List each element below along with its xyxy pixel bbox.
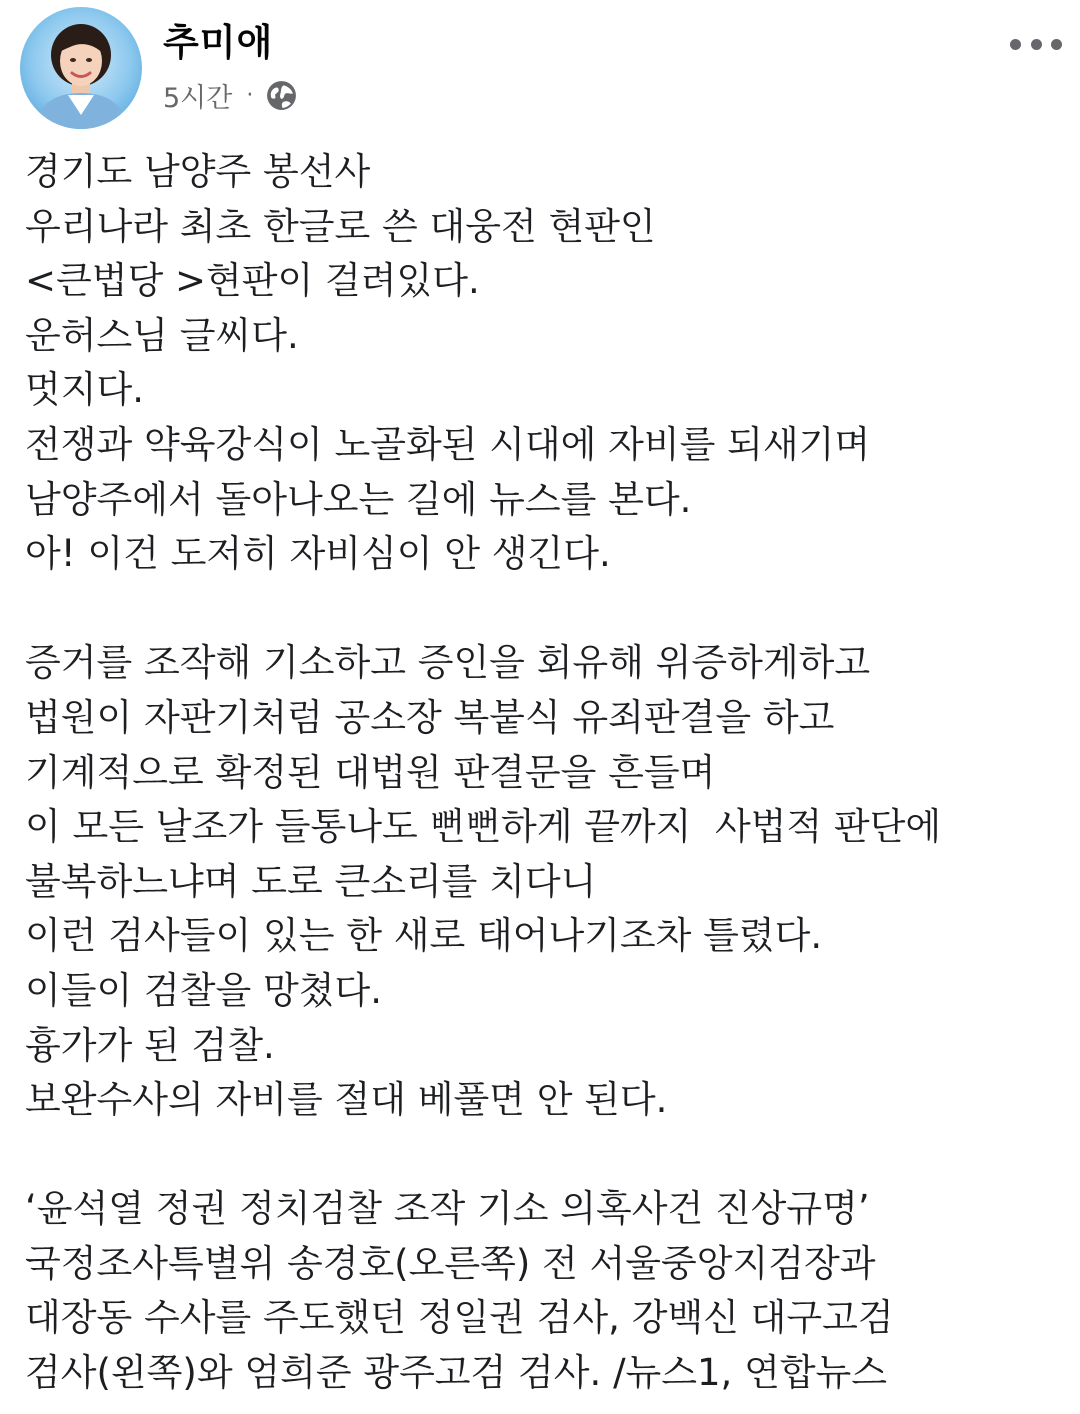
more-options-button[interactable] [1006, 24, 1066, 64]
post-meta [163, 75, 298, 115]
post-text-line: 멋지다. [25, 368, 144, 412]
post-text-line: 이 모든 날조가 들통나도 뻔뻔하게 끝까지 사법적 판단에 [25, 805, 942, 849]
post-text-line: 증거를 조작해 기소하고 증인을 회유해 위증하게하고 [25, 641, 871, 685]
post-text-line: 남양주에서 돌아나오는 길에 뉴스를 본다. [25, 477, 692, 521]
paragraph-break [25, 582, 1065, 637]
meta-separator: · [246, 82, 254, 108]
paragraph-break [25, 1128, 1065, 1183]
post-text-line: 우리나라 최초 한글로 쓴 대웅전 현판인 [25, 204, 656, 248]
post-text-line: 대장동 수사를 주도했던 정일권 검사, 강백신 대구고검 [25, 1296, 894, 1340]
post-text-line: 이들이 검찰을 망쳤다. [25, 968, 382, 1012]
post-text-line: 아! 이건 도저히 자비심이 안 생긴다. [25, 532, 611, 576]
post-text [25, 145, 1065, 1401]
post-text-line: 이런 검사들이 있는 한 새로 태어나기조차 틀렸다. [25, 914, 823, 958]
post-text-line: 법원이 자판기처럼 공소장 복붙식 유죄판결을 하고 [25, 695, 835, 739]
more-options-icon-dot [1031, 39, 1042, 50]
more-options-icon [1010, 39, 1021, 50]
post-text-line: 경기도 남양주 봉선사 [25, 150, 371, 193]
globe-icon [265, 79, 298, 112]
post-text-line: 흉가가 된 검찰. [25, 1023, 275, 1067]
post-text-line: ‘윤석열 정권 정치검찰 조작 기소 의혹사건 진상규명’ [25, 1187, 870, 1231]
post-text-line: 기계적으로 확정된 대법원 판결문을 흔들며 [25, 750, 716, 794]
post-text-line: <큰법당 >현판이 걸려있다. [25, 259, 480, 303]
post-text-line: 국정조사특별위 송경호(오른쪽) 전 서울중앙지검장과 [25, 1241, 876, 1285]
more-options-icon-dot [1051, 39, 1062, 50]
post-text-line: 전쟁과 약육강식이 노골화된 시대에 자비를 되새기며 [25, 422, 871, 466]
author-avatar[interactable] [20, 7, 142, 129]
author-name[interactable]: 추미애 [163, 21, 274, 64]
post-text-line: 운허스님 글씨다. [25, 313, 299, 357]
post-header [0, 0, 1080, 140]
post-text-line: 검사(왼쪽)와 엄희준 광주고검 검사. /뉴스1, 연합뉴스 [25, 1351, 888, 1395]
post-text-line: 불복하느냐며 도로 큰소리를 치다니 [25, 859, 597, 903]
post-timestamp[interactable]: 5시간 [163, 82, 233, 114]
post-text-line: 보완수사의 자비를 절대 베풀면 안 된다. [25, 1078, 668, 1122]
